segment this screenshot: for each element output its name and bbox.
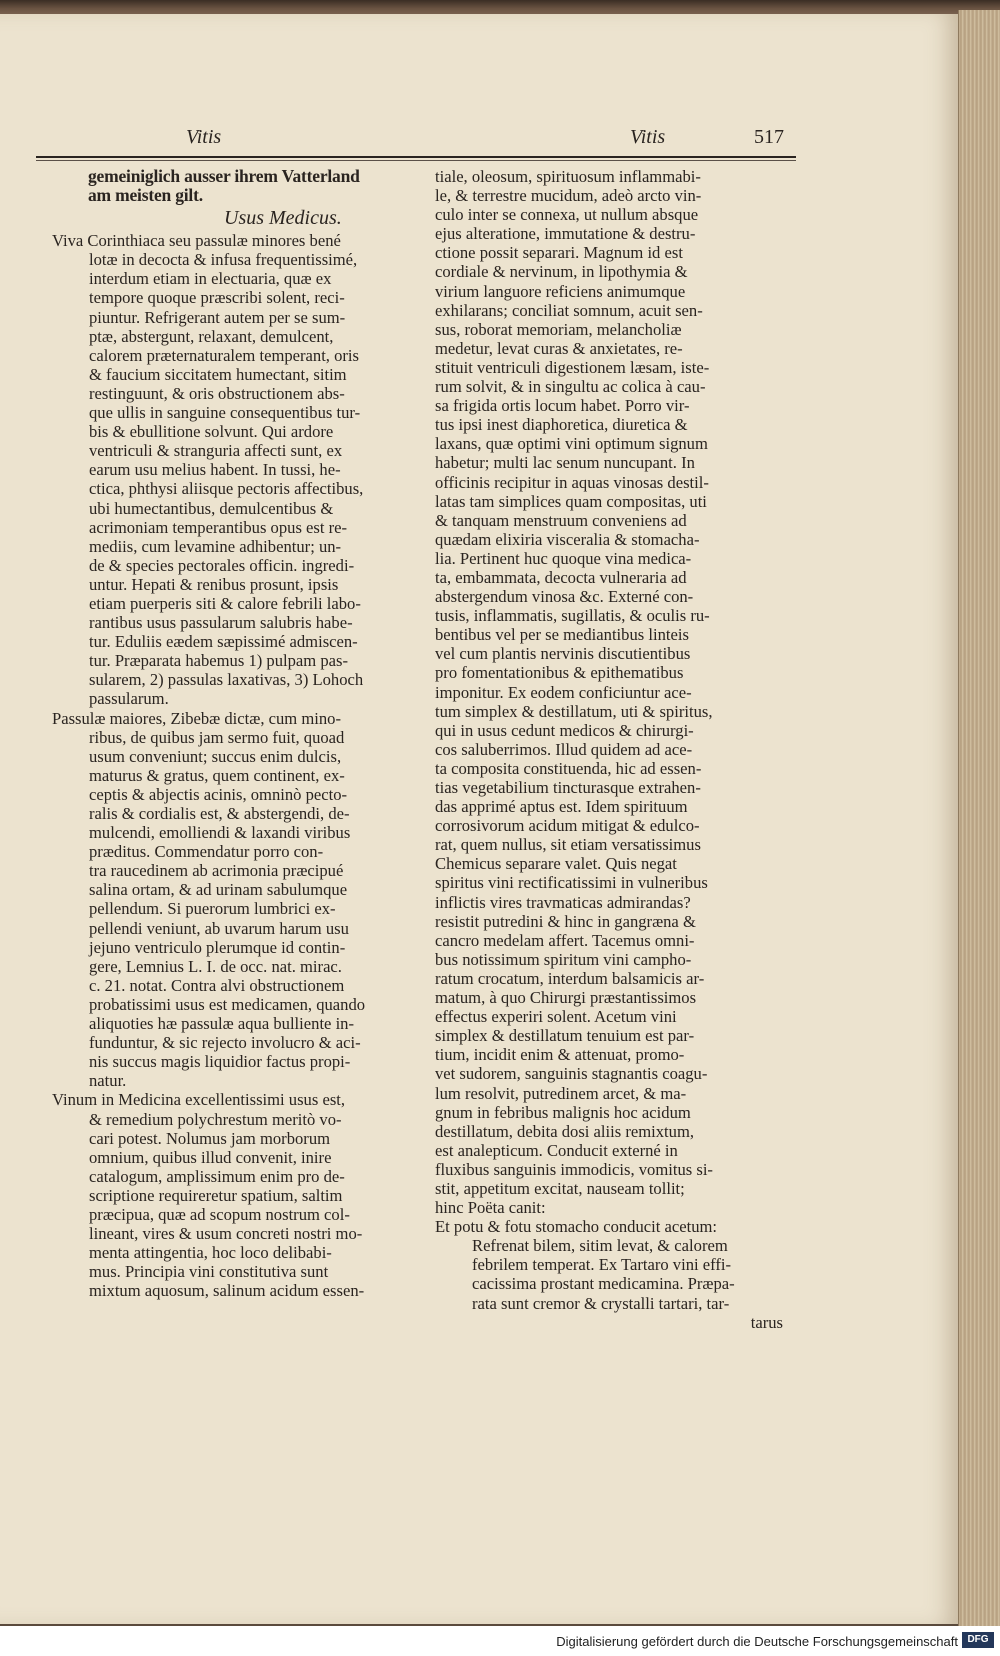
text-line: ceptis & abjectis acinis, omninò pecto- (89, 784, 348, 804)
text-line: tium, incidit enim & attenuat, promo- (435, 1045, 685, 1065)
text-line: est analepticum. Conducit externé in (435, 1140, 678, 1160)
text-line: cancro medelam affert. Tacemus omni- (435, 930, 695, 950)
text-line: ratum crocatum, interdum balsamicis ar- (435, 968, 705, 988)
text-line: nis succus magis liquidior factus propi- (89, 1052, 351, 1072)
text-line: gnum in febribus malignis hoc acidum (435, 1102, 691, 1122)
text-line: stituit ventriculi digestionem læsam, iste- (435, 357, 710, 377)
text-line: gere, Lemnius L. I. de occ. nat. mirac. (89, 956, 342, 976)
text-line: destillatum, debita dosi aliis remixtum, (435, 1121, 695, 1141)
text-line: fluxibus sanguinis immodicis, vomitus si- (435, 1159, 713, 1179)
text-line: ejus alteratione, immutatione & destru- (435, 224, 696, 244)
text-line: sa frigida ortis locum habet. Porro vir- (435, 396, 690, 416)
text-line: habetur; multi lac senum nuncupant. In (435, 453, 695, 473)
text-line: le, & terrestre mucidum, adeò arcto vin- (435, 186, 702, 206)
text-line: qui in usus cedunt medicos & chirurgi- (435, 720, 694, 740)
text-line: untur. Hepati & renibus prosunt, ipsis (89, 574, 339, 594)
text-line: maturus & gratus, quem continent, ex- (89, 765, 345, 785)
text-line: resistit putredini & hinc in gangræna & (435, 911, 696, 931)
text-line: am meisten gilt. (88, 185, 203, 206)
text-line: ventriculi & stranguria affecti sunt, ex (89, 441, 343, 461)
text-line: tur. Præparata habemus 1) pulpam pas- (89, 651, 348, 671)
text-line: ctica, phthysi aliisque pectoris affectibus, (89, 479, 364, 499)
footer-credit: Digitalisierung gefördert durch die Deutsche Forschungsgemeinschaft (556, 1634, 958, 1649)
section-heading: Usus Medicus. (224, 207, 342, 230)
text-line: probatissimi usus est medicamen, quando (89, 994, 366, 1014)
text-line: rantibus usus passularum salubris habe- (89, 613, 353, 633)
text-line: vel cum plantis nervinis discutientibus (435, 644, 691, 664)
text-line: tus ipsi inest diaphoretica, diuretica & (435, 415, 688, 435)
text-line: piuntur. Refrigerant autem per se sum- (89, 307, 346, 327)
text-line: tum simplex & destillatum, uti & spiritus, (435, 701, 713, 721)
text-line: spiritus vini rectificatissimi in vulneribus (435, 873, 708, 893)
text-line: ctione possit separari. Magnum id est (435, 243, 683, 263)
text-line: effectus experiri solent. Acetum vini (435, 1007, 677, 1027)
text-line: que ullis in sanguine consequentibus tur- (89, 403, 361, 423)
text-line: abstergendum vinosa &c. Externé con- (435, 587, 694, 607)
text-line: Chemicus separare valet. Quis negat (435, 854, 677, 874)
text-line: menta attingentia, hoc loco delibabi- (89, 1243, 332, 1263)
text-line: culo inter se connexa, ut nullum absque (435, 205, 699, 225)
text-line: & tanquam menstruum conveniens ad (435, 510, 687, 530)
text-line: pellendi veniunt, ab uvarum harum usu (89, 918, 349, 938)
text-line: natur. (89, 1071, 127, 1091)
text-line: vet sudorem, sanguinis stagnantis coagu- (435, 1064, 708, 1084)
text-line: ta, embammata, decocta vulneraria ad (435, 567, 687, 587)
text-line: Vinum in Medicina excellentissimi usus est, (52, 1090, 346, 1110)
text-line: gemeiniglich ausser ihrem Vatterland (88, 166, 360, 186)
text-line: tiale, oleosum, spirituosum inflammabi- (435, 167, 701, 186)
text-line: Viva Corinthiaca seu passulæ minores bené (52, 231, 341, 251)
text-line: & faucium siccitatem humectant, sitim (89, 364, 347, 384)
text-line: tur. Eduliis eædem sæpissimé admiscen- (89, 632, 358, 652)
text-line: pellendum. Si puerorum lumbrici ex- (89, 899, 336, 919)
text-line: c. 21. notat. Contra alvi obstructionem (89, 975, 345, 995)
text-line: sularem, 2) passulas laxativas, 3) Lohoch (89, 670, 364, 690)
text-line: medetur, levat curas & anxietates, re- (435, 338, 683, 358)
text-line: officinis recipitur in aquas vinosas destil- (435, 472, 709, 492)
text-line: mediis, cum levamine adhibentur; un- (89, 536, 342, 556)
page-fore-edge (958, 10, 1000, 1626)
text-line: cordiale & nervinum, in lipothymia & (435, 262, 688, 282)
text-line: tra raucedinem ab acrimonia præcipué (89, 861, 344, 881)
running-head-right: Vitis (630, 126, 666, 148)
text-line: jejuno ventriculo plerumque id contin- (89, 937, 346, 957)
text-line: matum, à quo Chirurgi præstantissimos (435, 988, 697, 1008)
text-line: earum usu melius habent. In tussi, he- (89, 460, 341, 480)
text-line: salina ortam, & ad urinam sabulumque (89, 880, 348, 900)
text-line: usum conveniunt; succus enim dulcis, (89, 746, 342, 766)
text-line: restinguunt, & oris obstructionem abs- (89, 383, 345, 403)
header-rule-thin (36, 160, 796, 161)
text-line: acrimoniam temperantibus opus est re- (89, 517, 348, 537)
text-line: rata sunt cremor & crystalli tartari, tar- (472, 1293, 730, 1313)
text-line: calorem præternaturalem temperant, oris (89, 345, 359, 365)
text-line: mus. Principia vini constitutiva sunt (89, 1262, 329, 1282)
text-line: passularum. (89, 689, 169, 709)
text-line: Refrenat bilem, sitim levat, & calorem (472, 1236, 728, 1256)
text-line: bentibus vel per se mediantibus linteis (435, 625, 689, 645)
text-line: de & species pectorales officin. ingredi- (89, 555, 355, 575)
text-line: inflictis vires travmaticas admirandas? (435, 892, 691, 912)
text-line: stit, appetitum excitat, nauseam tollit; (435, 1178, 685, 1198)
text-line: lineant, vires & usum concreti nostri mo- (89, 1224, 363, 1244)
text-line: virium languore reficiens animumque (435, 281, 686, 301)
text-line: cari potest. Nolumus jam morborum (89, 1128, 331, 1148)
text-line: simplex & destillatum tenuium est par- (435, 1026, 695, 1046)
header-rule (36, 156, 796, 158)
text-line: præditus. Commendatur porro con- (89, 842, 324, 862)
text-line: rat, quem nullus, sit etiam versatissimus (435, 835, 701, 855)
text-line: bis & ebullitione solvunt. Qui ardore (89, 422, 334, 442)
text-line: præcipua, quæ ad scopum nostrum col- (89, 1204, 350, 1224)
text-line: exhilarans; conciliat somnum, acuit sen- (435, 300, 703, 320)
text-line: ptæ, abstergunt, relaxant, demulcent, (89, 326, 334, 346)
text-line: imponitur. Ex eodem conficiuntur ace- (435, 682, 692, 702)
text-line: laxans, quæ optimi vini optimum signum (435, 434, 708, 454)
text-line: scriptione requireretur spatium, saltim (89, 1185, 343, 1205)
text-line: omnium, quibus illud convenit, inire (89, 1147, 332, 1167)
text-line: bus notissimum spiritum vini campho- (435, 949, 692, 969)
text-line: interdum etiam in electuaria, quæ ex (89, 269, 332, 289)
text-line: Et potu & fotu stomacho conducit acetum: (435, 1217, 718, 1237)
text-line: & remedium polychrestum meritò vo- (89, 1109, 342, 1129)
text-line: latas tam simplices quam compositas, uti (435, 491, 707, 511)
left-text-column (52, 167, 408, 1300)
text-line: Passulæ maiores, Zibebæ dictæ, cum mino- (52, 708, 341, 728)
text-line: hinc Poëta canit: (435, 1198, 546, 1218)
text-line: etiam puerperis siti & calore febrili labo- (89, 593, 361, 613)
text-line: funduntur, & sic rejecto involucro & aci- (89, 1033, 361, 1053)
text-line: ta composita constituenda, hic ad essen- (435, 758, 702, 778)
text-line: cos saluberrimos. Illud quidem ad ace- (435, 739, 693, 759)
text-line: cacissima prostant medicamina. Præpa- (472, 1274, 735, 1294)
text-line: tias vegetabilium tincturasque extrahen- (435, 778, 701, 797)
text-line: ralis & cordialis est, & abstergendi, de- (89, 804, 350, 823)
text-line: febrilem temperat. Ex Tartaro vini effi- (472, 1255, 732, 1275)
text-line: quædam elixiria visceralia & stomacha- (435, 529, 700, 549)
text-line: ubi humectantibus, demulcentibus & (89, 498, 334, 518)
text-line: ribus, de quibus jam sermo fuit, quoad (89, 727, 345, 747)
dfg-logo: DFG (962, 1632, 994, 1648)
text-line: lum resolvit, putredinem arcet, & ma- (435, 1083, 687, 1103)
text-line: lia. Pertinent huc quoque vina medica- (435, 548, 692, 568)
text-line: sus, roborat memoriam, melancholiæ (435, 319, 682, 339)
text-line: tempore quoque præscribi solent, reci- (89, 288, 345, 308)
running-head-left: Vitis (186, 126, 222, 148)
text-line: das apprimé aptus est. Idem spirituum (435, 797, 688, 817)
text-line: catalogum, amplissimum enim pro de- (89, 1166, 345, 1186)
text-line: aliquoties hæ passulæ aqua bulliente in- (89, 1014, 354, 1034)
right-text-column (435, 167, 787, 1332)
text-line: tusis, inflammatis, sugillatis, & oculis ru- (435, 606, 710, 626)
text-line: mulcendi, emolliendi & laxandi viribus (89, 823, 351, 843)
text-line: lotæ in decocta & infusa frequentissimé, (89, 250, 358, 270)
text-line: rum solvit, & in singultu ac colica à cau- (435, 377, 706, 397)
text-line: tarus (750, 1312, 783, 1332)
text-line: corrosivorum acidum mitigat & edulco- (435, 816, 700, 836)
text-line: pro fomentationibus & epithematibus (435, 663, 684, 683)
page-number: 517 (754, 126, 784, 148)
text-line: mixtum aquosum, salinum acidum essen- (89, 1281, 365, 1301)
